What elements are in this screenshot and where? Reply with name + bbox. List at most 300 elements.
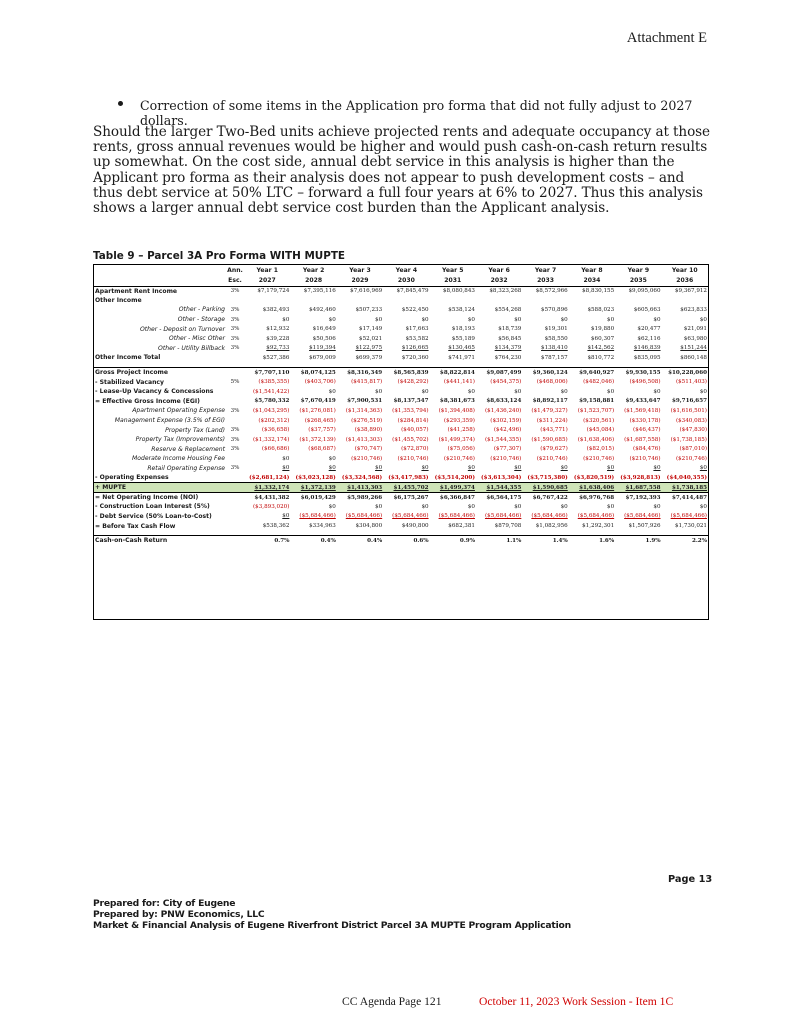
table-row: [94, 344, 708, 354]
row-escalation: 3%: [230, 316, 240, 323]
row-value: $60,307: [591, 335, 615, 342]
row-value: ($87,010): [679, 446, 707, 453]
row-value: ($210,746): [583, 455, 615, 462]
page-number: Page 13: [668, 874, 713, 885]
row-value: ($1,043,295): [253, 407, 290, 414]
row-value: $0: [282, 316, 290, 323]
row-value: $130,465: [448, 345, 475, 352]
row-value: $720,360: [401, 354, 429, 361]
row-value: ($293,359): [443, 417, 475, 424]
row-value: ($5,684,466): [484, 513, 522, 520]
row-value: $0: [607, 503, 615, 510]
row-value: $39,228: [266, 335, 290, 342]
row-value: [383, 296, 429, 306]
row-label: - Lease-Up Vacancy & Concessions: [95, 388, 214, 396]
row-value: $7,900,531: [347, 398, 383, 405]
row-value: $9,095,060: [628, 288, 661, 295]
pro-forma-grid: [94, 265, 708, 545]
row-value: ($311,224): [536, 417, 568, 424]
row-label: Retail Operating Expense: [147, 464, 226, 472]
agenda-page: CC Agenda Page 121: [342, 995, 442, 1008]
row-escalation: [226, 454, 244, 464]
table-row: [94, 483, 708, 493]
row-value: $10,228,060: [662, 368, 708, 378]
row-value: $1,738,185: [662, 483, 708, 493]
report-title: Market & Financial Analysis of Eugene Riverfront District Parcel 3A MUPTE Program Application: [93, 920, 571, 932]
prepared-by: Prepared by: PNW Economics, LLC: [93, 909, 265, 921]
row-value: $0: [328, 503, 336, 510]
row-value: $12,932: [266, 326, 290, 333]
header-calendar-year: 2032: [476, 276, 522, 286]
row-escalation: [226, 512, 244, 522]
row-value: $1,638,406: [569, 483, 615, 493]
row-value: ($79,627): [540, 446, 568, 453]
row-value: [569, 296, 615, 306]
row-label: Reserve & Replacement: [151, 445, 226, 453]
row-value: ($330,178): [629, 417, 661, 424]
row-value: $58,550: [544, 335, 568, 342]
row-escalation: [226, 368, 244, 378]
row-escalation: 3%: [230, 407, 240, 414]
row-value: $142,562: [587, 345, 615, 352]
row-value: $538,124: [448, 306, 475, 313]
row-value: ($210,746): [490, 455, 522, 462]
row-value: $623,833: [680, 306, 707, 313]
prepared-block: [93, 898, 571, 932]
row-value: ($3,613,304): [481, 474, 522, 481]
row-escalation: 3%: [230, 465, 240, 472]
row-value: ($5,684,466): [299, 513, 336, 520]
row-value: ($3,715,380): [527, 474, 568, 481]
row-value: ($72,870): [401, 446, 429, 453]
row-value: ($84,476): [633, 446, 661, 453]
header-calendar-year: 2028: [290, 276, 336, 286]
table-row: [94, 512, 708, 522]
row-value: $0: [607, 316, 615, 323]
row-value: $8,830,155: [582, 288, 615, 295]
row-label: Management Expense (3.5% of EGI): [114, 417, 226, 425]
row-value: $5,780,332: [254, 398, 290, 405]
row-value: $8,323,268: [489, 288, 522, 295]
row-value: [662, 296, 708, 306]
row-value: $0: [653, 316, 661, 323]
row-value: $50,506: [312, 335, 336, 342]
row-label: = Before Tax Cash Flow: [95, 522, 176, 530]
row-value: ($1,687,558): [624, 436, 661, 443]
row-value: ($5,684,466): [438, 513, 475, 520]
table-row: [94, 536, 708, 546]
row-value: $0: [514, 465, 522, 472]
row-value: ($40,057): [401, 427, 429, 434]
row-value: ($1,413,303): [345, 436, 383, 443]
row-value: ($3,928,813): [620, 474, 661, 481]
row-value: $0: [328, 316, 336, 323]
bullet-dot-icon: [118, 101, 123, 106]
row-value: $1,372,139: [290, 483, 336, 493]
row-value: ($1,479,327): [531, 407, 568, 414]
row-value: $6,019,429: [300, 494, 336, 501]
row-value: $6,976,768: [579, 494, 615, 501]
row-value: $18,193: [451, 326, 475, 333]
row-value: $17,663: [405, 326, 429, 333]
row-label: Gross Project Income: [94, 368, 226, 378]
row-value: ($82,015): [586, 446, 615, 453]
row-value: 0.7%: [244, 536, 290, 546]
row-value: $9,367,912: [674, 288, 707, 295]
row-value: $682,381: [448, 523, 475, 530]
row-value: [522, 296, 568, 306]
row-label: Property Tax (Land): [165, 426, 226, 434]
row-value: $522,450: [401, 306, 429, 313]
row-label: - Debt Service (50% Loan-to-Cost): [95, 512, 212, 520]
row-value: $8,572,966: [535, 288, 568, 295]
row-value: ($36,658): [261, 427, 290, 434]
row-value: ($38,890): [354, 427, 383, 434]
row-value: ($1,332,174): [253, 436, 290, 443]
row-value: $6,175,267: [393, 494, 429, 501]
header-year: Year 9: [627, 267, 650, 274]
row-value: ($210,746): [536, 455, 568, 462]
row-value: $63,980: [683, 335, 707, 342]
table-row: [94, 425, 708, 435]
row-value: $1,730,021: [674, 523, 707, 530]
row-value: ($70,747): [354, 446, 383, 453]
row-value: ($1,455,702): [392, 436, 429, 443]
row-value: $1,687,558: [615, 483, 661, 493]
row-value: [337, 296, 383, 306]
body-paragraph: Should the larger Two-Bed units achieve projected rents and adequate occupancy at those rents, gross annual revenues would be higher and would push cash-on-cash return results up somewhat. On the cost side, annual debt service in this analysis is higher than the Applicant pro forma as their analysis does not appear to push development costs – and thus debt service at 50% LTC – forward a full four years at 6% to 2027. Thus this analysis shows a larger annual debt service cost burden than the Applicant analysis.: [93, 124, 710, 217]
header-esc: Esc.: [226, 276, 244, 286]
row-label: = Effective Gross Income (EGI): [95, 397, 200, 405]
row-value: $20,477: [637, 326, 661, 333]
row-value: $0: [328, 455, 336, 462]
header-calendar-year: 2031: [430, 276, 476, 286]
row-value: ($511,403): [675, 379, 707, 386]
table-row: [94, 416, 708, 426]
row-escalation: [226, 416, 244, 426]
table-row: [94, 305, 708, 315]
row-escalation: [226, 353, 244, 363]
row-value: $334,963: [309, 523, 336, 530]
row-label: Other - Misc Other: [168, 335, 226, 343]
row-label: Moderate Income Housing Fee: [132, 455, 226, 463]
row-value: $7,414,487: [671, 494, 707, 501]
row-value: $0: [653, 465, 661, 472]
row-value: $8,074,125: [290, 368, 336, 378]
row-value: ($496,508): [629, 379, 661, 386]
row-value: $16,649: [312, 326, 336, 333]
row-label: Other - Deposit on Turnover: [139, 325, 226, 333]
row-value: ($1,590,685): [531, 436, 568, 443]
row-escalation: 3%: [230, 446, 240, 453]
row-value: ($46,437): [633, 427, 661, 434]
row-value: $8,892,117: [532, 398, 568, 405]
row-value: ($5,684,466): [624, 513, 661, 520]
row-value: ($210,746): [397, 455, 429, 462]
row-value: $19,301: [544, 326, 568, 333]
row-value: [430, 296, 476, 306]
row-value: $0: [282, 513, 290, 520]
row-escalation: 3%: [230, 345, 240, 352]
row-label: Other - Storage: [177, 316, 226, 324]
row-value: $0: [421, 503, 429, 510]
row-value: $126,665: [401, 345, 429, 352]
row-value: $146,839: [633, 345, 661, 352]
row-value: 0.4%: [337, 536, 383, 546]
header-calendar-year: 2030: [383, 276, 429, 286]
row-value: ($1,569,418): [624, 407, 661, 414]
header-year: Year 10: [671, 267, 698, 274]
row-value: $835,095: [633, 354, 661, 361]
row-value: $0: [607, 465, 615, 472]
row-value: $21,091: [683, 326, 707, 333]
row-value: $0: [699, 503, 707, 510]
row-value: $52,021: [359, 335, 383, 342]
table-row: [94, 492, 708, 502]
row-value: $538,362: [262, 523, 290, 530]
header-calendar-year: 2029: [337, 276, 383, 286]
row-value: $9,360,124: [522, 368, 568, 378]
row-value: $0: [421, 465, 429, 472]
row-value: $8,822,814: [430, 368, 476, 378]
row-value: [476, 296, 522, 306]
row-escalation: [226, 296, 244, 306]
row-value: $0: [375, 503, 383, 510]
table-row: [94, 296, 708, 306]
table-row: [94, 464, 708, 474]
row-value: $1,332,174: [244, 483, 290, 493]
row-value: ($210,746): [443, 455, 475, 462]
row-value: ($210,746): [675, 455, 707, 462]
row-value: $605,663: [633, 306, 661, 313]
row-value: $7,707,110: [244, 368, 290, 378]
row-value: ($1,436,240): [484, 407, 522, 414]
row-escalation: [226, 536, 244, 546]
row-value: $787,157: [541, 354, 568, 361]
header-year: Year 6: [488, 267, 510, 274]
table-row: [94, 387, 708, 397]
row-value: $0: [514, 503, 522, 510]
work-session-label: October 11, 2023 Work Session - Item 1C: [479, 995, 674, 1008]
row-value: ($3,023,128): [295, 474, 336, 481]
row-value: ($454,375): [490, 379, 522, 386]
header-year: Year 8: [581, 267, 603, 274]
row-value: $0: [514, 388, 522, 395]
row-value: $138,410: [541, 345, 568, 352]
row-value: ($77,307): [493, 446, 522, 453]
row-escalation: 3%: [230, 436, 240, 443]
row-value: ($276,519): [351, 417, 383, 424]
table-row: [94, 377, 708, 387]
row-value: $56,845: [498, 335, 522, 342]
row-value: ($1,738,185): [670, 436, 707, 443]
row-value: $0: [653, 388, 661, 395]
row-value: $1,507,926: [628, 523, 661, 530]
row-value: ($75,056): [447, 446, 475, 453]
row-escalation: [226, 387, 244, 397]
row-value: $0: [282, 465, 290, 472]
row-value: $4,431,382: [254, 494, 290, 501]
row-value: $0: [421, 316, 429, 323]
row-value: ($1,541,422): [253, 388, 290, 395]
row-value: 0.6%: [383, 536, 429, 546]
row-value: ($340,083): [675, 417, 707, 424]
table-row: [94, 406, 708, 416]
row-value: $0: [560, 316, 568, 323]
row-escalation: [226, 521, 244, 531]
row-value: $8,381,673: [439, 398, 475, 405]
row-value: $9,433,647: [625, 398, 661, 405]
table-row: [94, 435, 708, 445]
row-value: ($468,006): [536, 379, 568, 386]
header-blank: [94, 276, 226, 286]
row-value: ($3,820,519): [573, 474, 615, 481]
table-row: [94, 334, 708, 344]
row-value: ($5,684,466): [345, 513, 383, 520]
row-escalation: [226, 492, 244, 502]
row-value: $810,772: [587, 354, 615, 361]
row-value: $9,158,881: [579, 398, 615, 405]
row-value: $699,379: [355, 354, 383, 361]
row-label: Cash-on-Cash Return: [94, 536, 226, 546]
row-value: $9,087,499: [476, 368, 522, 378]
row-value: $55,189: [451, 335, 475, 342]
row-value: $860,148: [680, 354, 707, 361]
row-value: $0: [375, 465, 383, 472]
row-value: $8,316,349: [337, 368, 383, 378]
row-value: $382,493: [262, 306, 290, 313]
header-calendar-year: 2034: [569, 276, 615, 286]
table-row: [94, 286, 708, 296]
row-value: $0: [467, 388, 475, 395]
row-escalation: [226, 502, 244, 512]
row-value: $741,971: [448, 354, 475, 361]
row-value: ($1,314,363): [345, 407, 383, 414]
row-value: ($482,046): [583, 379, 615, 386]
table-row: [94, 502, 708, 512]
row-value: ($320,561): [583, 417, 615, 424]
row-value: $62,116: [637, 335, 661, 342]
row-label: - Construction Loan Interest (5%): [95, 503, 210, 511]
row-value: $18,739: [498, 326, 522, 333]
row-value: ($428,292): [397, 379, 429, 386]
row-value: $554,268: [494, 306, 522, 313]
row-value: $134,379: [494, 345, 522, 352]
row-value: [244, 296, 290, 306]
row-value: ($41,258): [447, 427, 475, 434]
row-value: $1,292,301: [582, 523, 615, 530]
row-value: $53,582: [405, 335, 429, 342]
row-value: $1,455,702: [383, 483, 429, 493]
row-value: $0: [282, 455, 290, 462]
row-value: $0: [699, 316, 707, 323]
row-value: $679,009: [309, 354, 336, 361]
table-row: [94, 368, 708, 378]
header-row-years: [94, 265, 708, 276]
header-calendar-year: 2035: [615, 276, 661, 286]
table-row: [94, 315, 708, 325]
row-value: 1.4%: [522, 536, 568, 546]
header-ann: Ann.: [227, 267, 243, 274]
row-value: $0: [514, 316, 522, 323]
row-value: $0: [328, 388, 336, 395]
row-label: Other Income Total: [95, 354, 161, 362]
row-label: + MUPTE: [94, 483, 226, 493]
row-value: $492,460: [309, 306, 336, 313]
row-value: $6,767,422: [532, 494, 568, 501]
row-value: ($284,814): [397, 417, 429, 424]
row-value: ($5,684,466): [531, 513, 568, 520]
row-value: ($1,276,081): [299, 407, 336, 414]
row-value: ($66,686): [261, 446, 290, 453]
header-year: Year 5: [442, 267, 464, 274]
row-value: $19,880: [591, 326, 615, 333]
row-value: ($37,757): [308, 427, 336, 434]
header-calendar-year: 2027: [244, 276, 290, 286]
row-escalation: 3%: [230, 306, 240, 313]
row-value: 2.2%: [662, 536, 708, 546]
row-value: $0: [699, 465, 707, 472]
row-value: $17,149: [359, 326, 383, 333]
row-value: ($202,312): [258, 417, 290, 424]
row-value: $304,800: [355, 523, 383, 530]
row-value: ($1,638,406): [577, 436, 615, 443]
row-value: $0: [328, 465, 336, 472]
row-value: $0: [653, 503, 661, 510]
header-blank: [94, 265, 226, 276]
row-escalation: [226, 397, 244, 407]
row-label: Apartment Rent Income: [95, 287, 178, 295]
row-value: $0: [421, 388, 429, 395]
header-calendar-year: 2033: [522, 276, 568, 286]
header-year: Year 3: [349, 267, 371, 274]
row-value: ($2,681,124): [249, 474, 290, 481]
row-value: 0.4%: [290, 536, 336, 546]
table-row: [94, 445, 708, 455]
row-label: Other - Utility Billback: [158, 344, 226, 352]
row-value: ($210,746): [351, 455, 383, 462]
row-value: $7,670,419: [300, 398, 336, 405]
row-value: $7,616,969: [350, 288, 383, 295]
attachment-label: Attachment E: [626, 30, 707, 46]
row-value: $0: [560, 388, 568, 395]
header-year: Year 1: [256, 267, 278, 274]
row-value: ($45,084): [586, 427, 615, 434]
row-value: ($42,496): [493, 427, 522, 434]
row-value: ($302,159): [490, 417, 522, 424]
row-value: ($4,040,355): [666, 474, 707, 481]
row-value: 0.9%: [430, 536, 476, 546]
row-label: - Stabilized Vacancy: [95, 378, 164, 386]
row-value: $0: [375, 388, 383, 395]
table-title: Table 9 – Parcel 3A Pro Forma WITH MUPTE: [93, 250, 346, 262]
row-value: $92,733: [266, 345, 290, 352]
row-value: ($47,830): [679, 427, 707, 434]
row-value: ($3,893,020): [253, 503, 290, 510]
row-value: ($403,706): [304, 379, 336, 386]
row-value: $490,800: [401, 523, 429, 530]
row-value: ($1,523,707): [577, 407, 615, 414]
row-escalation: 3%: [230, 326, 240, 333]
table-row: [94, 473, 708, 483]
row-value: $0: [560, 465, 568, 472]
row-value: ($1,544,355): [484, 436, 522, 443]
table-row: [94, 353, 708, 363]
row-escalation: 3%: [230, 427, 240, 434]
bullet-text: Correction of some items in the Application pro forma that did not fully adjust to 2027 dollars.: [140, 98, 693, 128]
row-escalation: [226, 473, 244, 483]
header-year: Year 2: [302, 267, 325, 274]
